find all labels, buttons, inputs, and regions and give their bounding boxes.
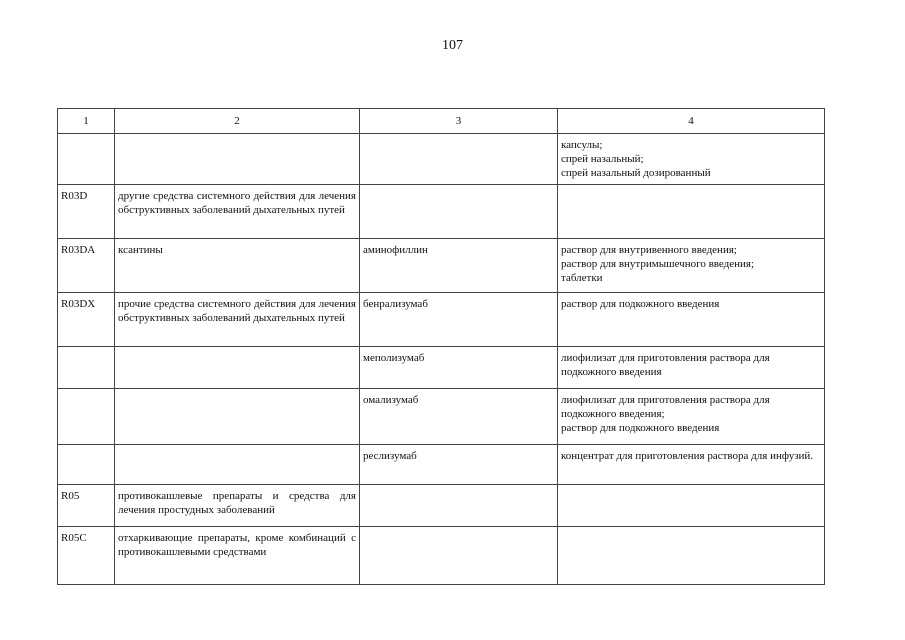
atc-code-cell: R03DX — [58, 293, 115, 347]
group-name-cell: противокашлевые препараты и средства для лечения простудных заболеваний — [115, 485, 360, 527]
dosage-form-line: раствор для подкожного введения — [561, 298, 720, 310]
dosage-form-line: концентрат для приготовления раствора для инфузий. — [561, 450, 814, 462]
dosage-forms-cell — [558, 239, 825, 293]
drug-table — [57, 108, 825, 585]
dosage-forms-cell — [558, 185, 825, 239]
table-row — [58, 485, 825, 527]
drug-name-cell: омализумаб — [360, 389, 558, 445]
group-name-cell: ксантины — [115, 239, 360, 293]
dosage-forms-cell — [558, 347, 825, 389]
group-name-cell — [115, 134, 360, 185]
table-header-row — [58, 109, 825, 134]
dosage-form-line: раствор для внутримышечного введения; — [561, 258, 755, 270]
drug-name-cell: аминофиллин — [360, 239, 558, 293]
group-name-cell — [115, 389, 360, 445]
dosage-forms-cell — [558, 445, 825, 485]
drug-name-cell — [360, 485, 558, 527]
dosage-forms-cell — [558, 527, 825, 585]
dosage-forms-cell — [558, 134, 825, 185]
dosage-forms-cell — [558, 485, 825, 527]
group-name-cell: отхаркивающие препараты, кроме комбинаций с противокашлевыми средствами — [115, 527, 360, 585]
dosage-form-line: спрей назальный дозированный — [561, 167, 711, 179]
group-name-cell — [115, 445, 360, 485]
table-row — [58, 347, 825, 389]
atc-code-cell — [58, 134, 115, 185]
drug-name-cell — [360, 527, 558, 585]
table-row — [58, 293, 825, 347]
atc-code-cell: R03D — [58, 185, 115, 239]
atc-code-cell: R03DA — [58, 239, 115, 293]
atc-code-cell — [58, 445, 115, 485]
dosage-forms-cell — [558, 293, 825, 347]
drug-name-cell: реслизумаб — [360, 445, 558, 485]
dosage-form-line: раствор для внутривенного введения; — [561, 244, 737, 256]
dosage-form-line: капсулы; — [561, 139, 603, 151]
atc-code-cell: R05C — [58, 527, 115, 585]
header-col-3: 3 — [360, 109, 558, 134]
dosage-form-line: раствор для подкожного введения — [561, 422, 720, 434]
table-row — [58, 185, 825, 239]
group-name-cell — [115, 347, 360, 389]
dosage-form-line: таблетки — [561, 272, 603, 284]
table-row — [58, 389, 825, 445]
table-body — [58, 134, 825, 585]
dosage-form-line: спрей назальный; — [561, 153, 644, 165]
atc-code-cell: R05 — [58, 485, 115, 527]
header-col-2: 2 — [115, 109, 360, 134]
drug-name-cell: меполизумаб — [360, 347, 558, 389]
table-row — [58, 134, 825, 185]
dosage-form-line: лиофилизат для приготовления раствора для подкожного введения — [561, 352, 770, 378]
drug-name-cell — [360, 185, 558, 239]
atc-code-cell — [58, 389, 115, 445]
drug-name-cell: бенрализумаб — [360, 293, 558, 347]
table-row — [58, 239, 825, 293]
group-name-cell: другие средства системного действия для лечения обструктивных заболеваний дыхательных путей — [115, 185, 360, 239]
table-row — [58, 445, 825, 485]
group-name-cell: прочие средства системного действия для лечения обструктивных заболеваний дыхательных путей — [115, 293, 360, 347]
table-row — [58, 527, 825, 585]
header-col-4: 4 — [558, 109, 825, 134]
dosage-forms-cell — [558, 389, 825, 445]
page-number: 107 — [442, 38, 463, 53]
atc-code-cell — [58, 347, 115, 389]
drug-name-cell — [360, 134, 558, 185]
header-col-1: 1 — [58, 109, 115, 134]
dosage-form-line: лиофилизат для приготовления раствора для подкожного введения; — [561, 394, 770, 420]
